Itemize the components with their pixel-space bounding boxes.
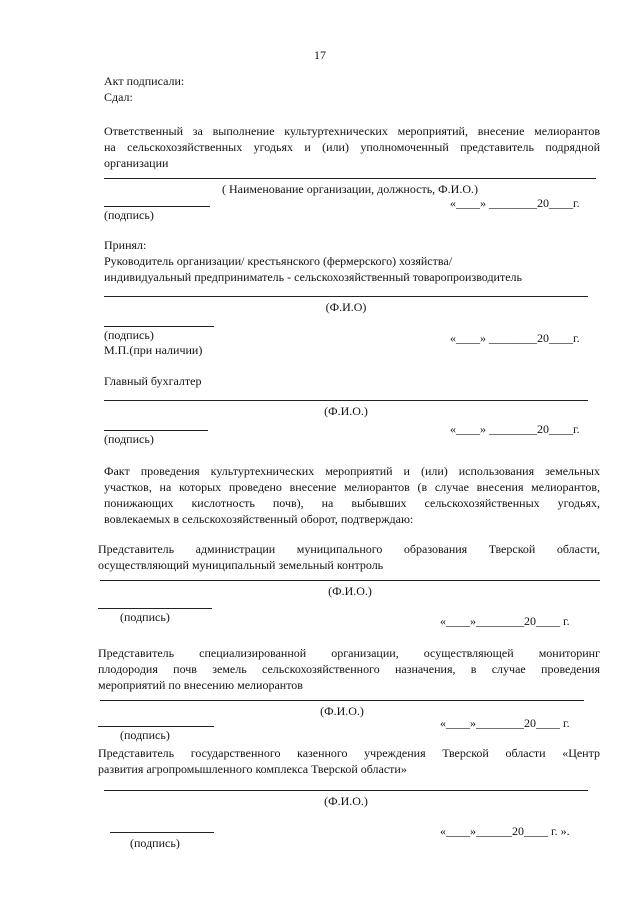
s1-date: «____» ________20____г. [450,196,580,210]
s2-signature-caption: (подпись) [104,328,154,342]
s3-name-line [104,400,588,401]
s6-signature-caption: (подпись) [130,836,180,850]
s3-signature-caption: (подпись) [104,432,154,446]
s1-text-line-3: организации [104,156,169,170]
s4-signature-line [98,608,212,609]
s1-text-line-2: на сельскохозяйственных угодьях и (или) уполномоченный представитель подрядной [104,140,600,154]
page-number: 17 [314,48,326,62]
s2-name-line [104,296,588,297]
s4-signature-caption: (подпись) [120,610,170,624]
s2-signature-line [104,326,214,327]
s4-date: «____»________20____ г. [440,614,570,628]
s3-name-caption: (Ф.И.О.) [324,404,368,418]
s5-name-caption: (Ф.И.О.) [320,704,364,718]
s6-name-caption: (Ф.И.О.) [324,794,368,808]
s5-date: «____»________20____ г. [440,716,570,730]
s6-signature-line [110,832,214,833]
s4-name-caption: (Ф.И.О.) [328,584,372,598]
s5-text-line-3: мероприятий по внесению мелиорантов [98,678,303,692]
s2-date: «____» ________20____г. [450,331,580,345]
s2-heading: Принял: [104,238,147,252]
signed-label: Акт подписали: [104,74,185,88]
s5-text-line-1: Представитель специализированной организации, осуществляющей мониторинг [98,646,600,660]
fact-line-4: вовлекаемых в сельскохозяйственный оборот, подтверждаю: [104,512,414,526]
s6-text-line-2: развития агропромышленного комплекса Тверской области» [98,762,407,776]
s3-date: «____» ________20____г. [450,422,580,436]
s2-stamp-label: М.П.(при наличии) [104,343,203,357]
fact-line-1: Факт проведения культуртехнических мероприятий и (или) использования земельных [104,464,600,478]
s1-name-line [104,178,596,179]
s6-date: «____»______20____ г. ». [440,824,570,838]
s1-name-caption: ( Наименование организации, должность, Ф.И.О.) [222,182,478,196]
s1-signature-caption: (подпись) [104,208,154,222]
handed-over-label: Сдал: [104,90,133,104]
s4-text-line-1: Представитель администрации муниципального образования Тверской области, [98,542,600,556]
s2-text-line-1: Руководитель организации/ крестьянского (фермерского) хозяйства/ [104,254,453,268]
s2-text-line-2: индивидуальный предприниматель - сельскохозяйственный товаропроизводитель [104,270,522,284]
s3-heading: Главный бухгалтер [104,374,202,388]
fact-line-2: участков, на которых проведено внесение мелиорантов (в случае внесения мелиорантов, [104,480,600,494]
s5-signature-line [98,726,214,727]
s6-text-line-1: Представитель государственного казенного учреждения Тверской области «Центр [98,746,600,760]
s1-text-line-1: Ответственный за выполнение культуртехнических мероприятий, внесение мелиорантов [104,124,600,138]
s6-name-line [104,790,588,791]
s5-text-line-2: плодородия почв земель сельскохозяйственного назначения, в случае проведения [98,662,600,676]
s5-name-line [100,700,584,701]
s4-text-line-2: осуществляющий муниципальный земельный контроль [98,558,384,572]
s5-signature-caption: (подпись) [120,728,170,742]
s2-name-caption: (Ф.И.О) [325,300,367,314]
fact-line-3: понижающих кислотность почв), на выбывших сельскохозяйственных угодьях, [104,496,600,510]
s1-signature-line [104,206,210,207]
s3-signature-line [104,430,208,431]
s4-name-line [100,580,600,581]
